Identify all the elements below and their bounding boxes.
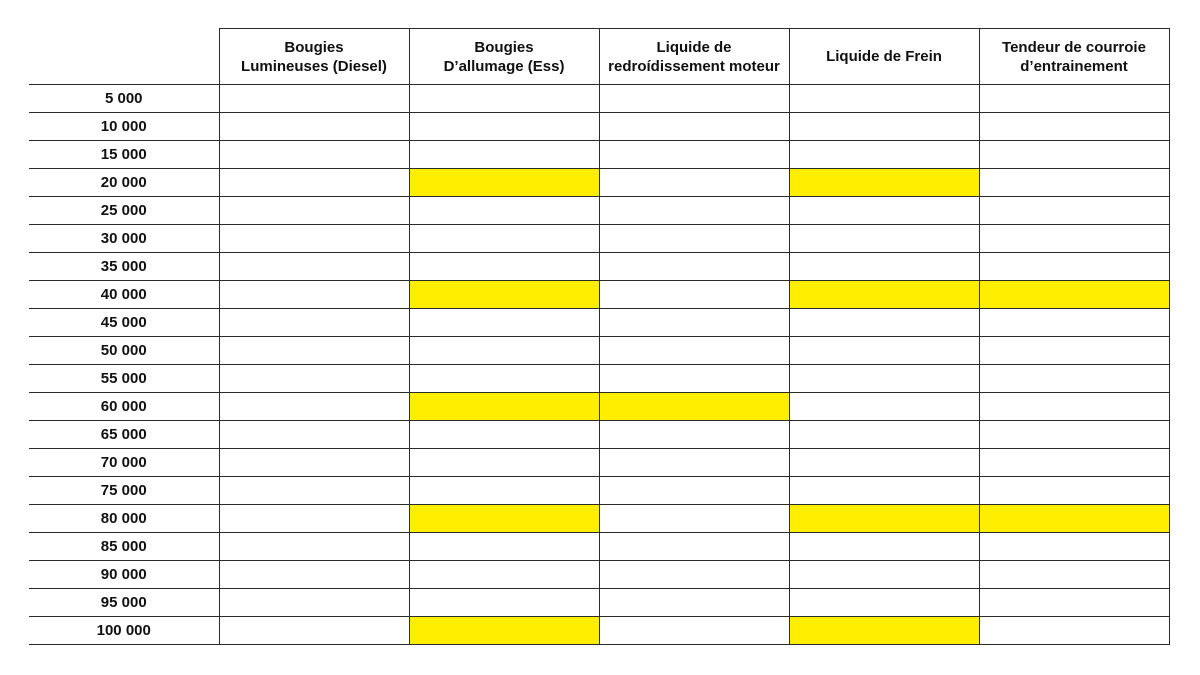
- maintenance-table: [29, 28, 1170, 645]
- table-row: [29, 309, 1169, 337]
- table-cell: [219, 281, 409, 309]
- table-cell: [409, 253, 599, 281]
- table-cell: [219, 337, 409, 365]
- table-row: [29, 281, 1169, 309]
- table-cell: [789, 421, 979, 449]
- table-cell: [219, 85, 409, 113]
- table-cell: [979, 421, 1169, 449]
- table-cell: [979, 393, 1169, 421]
- table-cell: [979, 169, 1169, 197]
- table-cell: [599, 197, 789, 225]
- table-cell: [219, 169, 409, 197]
- table-cell: [599, 505, 789, 533]
- highlighted-cell: [789, 617, 979, 645]
- table-cell: [219, 309, 409, 337]
- table-cell: [599, 281, 789, 309]
- mileage-label: 40 000: [29, 281, 219, 309]
- table-cell: [219, 365, 409, 393]
- table-cell: [409, 449, 599, 477]
- highlighted-cell: [599, 393, 789, 421]
- table-cell: [979, 477, 1169, 505]
- table-cell: [599, 449, 789, 477]
- table-row: [29, 113, 1169, 141]
- table-cell: [789, 253, 979, 281]
- table-cell: [789, 141, 979, 169]
- table-cell: [599, 169, 789, 197]
- table-cell: [409, 225, 599, 253]
- highlighted-cell: [789, 505, 979, 533]
- column-header-spark-plugs: Bougies D’allumage (Ess): [409, 29, 599, 85]
- table-cell: [219, 141, 409, 169]
- mileage-label: 10 000: [29, 113, 219, 141]
- table-row: [29, 505, 1169, 533]
- table-cell: [219, 225, 409, 253]
- mileage-label: 70 000: [29, 449, 219, 477]
- table-cell: [219, 533, 409, 561]
- table-cell: [789, 365, 979, 393]
- highlighted-cell: [789, 281, 979, 309]
- header-corner: [29, 29, 219, 85]
- table-cell: [599, 141, 789, 169]
- mileage-label: 55 000: [29, 365, 219, 393]
- mileage-label: 95 000: [29, 589, 219, 617]
- table-cell: [599, 561, 789, 589]
- column-header-glow-plugs: Bougies Lumineuses (Diesel): [219, 29, 409, 85]
- table-row: [29, 253, 1169, 281]
- table-cell: [979, 365, 1169, 393]
- table-cell: [409, 561, 599, 589]
- table-cell: [979, 449, 1169, 477]
- table-header: [29, 29, 1169, 85]
- table-cell: [789, 197, 979, 225]
- table-cell: [979, 141, 1169, 169]
- table-row: [29, 225, 1169, 253]
- table-cell: [219, 393, 409, 421]
- table-cell: [409, 533, 599, 561]
- table-cell: [409, 85, 599, 113]
- table-cell: [979, 561, 1169, 589]
- table-row: [29, 617, 1169, 645]
- column-header-belt-tensioner: Tendeur de courroie d’entrainement: [979, 29, 1169, 85]
- table-cell: [219, 477, 409, 505]
- table-cell: [409, 309, 599, 337]
- table-cell: [409, 477, 599, 505]
- table-cell: [409, 589, 599, 617]
- mileage-label: 35 000: [29, 253, 219, 281]
- table-cell: [789, 533, 979, 561]
- mileage-label: 65 000: [29, 421, 219, 449]
- column-header-coolant: Liquide de redroídissement moteur: [599, 29, 789, 85]
- table-row: [29, 337, 1169, 365]
- mileage-label: 25 000: [29, 197, 219, 225]
- mileage-label: 80 000: [29, 505, 219, 533]
- table-cell: [599, 589, 789, 617]
- table-cell: [409, 113, 599, 141]
- table-cell: [219, 253, 409, 281]
- maintenance-schedule: [29, 28, 1170, 645]
- highlighted-cell: [979, 505, 1169, 533]
- mileage-label: 50 000: [29, 337, 219, 365]
- table-cell: [789, 393, 979, 421]
- mileage-label: 100 000: [29, 617, 219, 645]
- table-cell: [219, 617, 409, 645]
- table-cell: [409, 197, 599, 225]
- table-cell: [789, 589, 979, 617]
- table-row: [29, 589, 1169, 617]
- table-row: [29, 169, 1169, 197]
- table-cell: [599, 225, 789, 253]
- table-cell: [409, 141, 599, 169]
- table-cell: [979, 337, 1169, 365]
- table-cell: [979, 589, 1169, 617]
- mileage-label: 60 000: [29, 393, 219, 421]
- table-cell: [599, 309, 789, 337]
- highlighted-cell: [409, 617, 599, 645]
- table-cell: [599, 617, 789, 645]
- table-cell: [789, 477, 979, 505]
- table-cell: [219, 449, 409, 477]
- table-cell: [979, 197, 1169, 225]
- table-cell: [599, 365, 789, 393]
- column-header-brake-fluid: Liquide de Frein: [789, 29, 979, 85]
- table-cell: [789, 561, 979, 589]
- table-row: [29, 393, 1169, 421]
- table-body: [29, 85, 1169, 645]
- table-row: [29, 365, 1169, 393]
- table-cell: [599, 477, 789, 505]
- table-cell: [219, 561, 409, 589]
- mileage-label: 15 000: [29, 141, 219, 169]
- table-row: [29, 533, 1169, 561]
- table-cell: [219, 197, 409, 225]
- table-cell: [789, 85, 979, 113]
- table-cell: [599, 421, 789, 449]
- table-cell: [599, 113, 789, 141]
- table-cell: [219, 589, 409, 617]
- table-row: [29, 561, 1169, 589]
- mileage-label: 45 000: [29, 309, 219, 337]
- highlighted-cell: [409, 393, 599, 421]
- table-row: [29, 141, 1169, 169]
- table-row: [29, 477, 1169, 505]
- table-cell: [789, 449, 979, 477]
- table-cell: [409, 337, 599, 365]
- mileage-label: 20 000: [29, 169, 219, 197]
- table-cell: [979, 253, 1169, 281]
- highlighted-cell: [979, 281, 1169, 309]
- header-row: [29, 29, 1169, 85]
- table-cell: [599, 533, 789, 561]
- table-cell: [219, 113, 409, 141]
- table-cell: [219, 505, 409, 533]
- table-cell: [599, 85, 789, 113]
- mileage-label: 5 000: [29, 85, 219, 113]
- mileage-label: 90 000: [29, 561, 219, 589]
- table-cell: [789, 309, 979, 337]
- table-cell: [979, 113, 1169, 141]
- table-cell: [979, 85, 1169, 113]
- table-cell: [599, 253, 789, 281]
- table-cell: [789, 225, 979, 253]
- highlighted-cell: [409, 169, 599, 197]
- table-cell: [979, 225, 1169, 253]
- mileage-label: 85 000: [29, 533, 219, 561]
- table-cell: [979, 533, 1169, 561]
- table-row: [29, 449, 1169, 477]
- table-cell: [599, 337, 789, 365]
- table-row: [29, 197, 1169, 225]
- table-cell: [409, 365, 599, 393]
- table-row: [29, 85, 1169, 113]
- highlighted-cell: [409, 281, 599, 309]
- table-cell: [789, 113, 979, 141]
- table-cell: [219, 421, 409, 449]
- mileage-label: 30 000: [29, 225, 219, 253]
- table-cell: [979, 309, 1169, 337]
- highlighted-cell: [409, 505, 599, 533]
- highlighted-cell: [789, 169, 979, 197]
- table-row: [29, 421, 1169, 449]
- mileage-label: 75 000: [29, 477, 219, 505]
- table-cell: [409, 421, 599, 449]
- table-cell: [979, 617, 1169, 645]
- table-cell: [789, 337, 979, 365]
